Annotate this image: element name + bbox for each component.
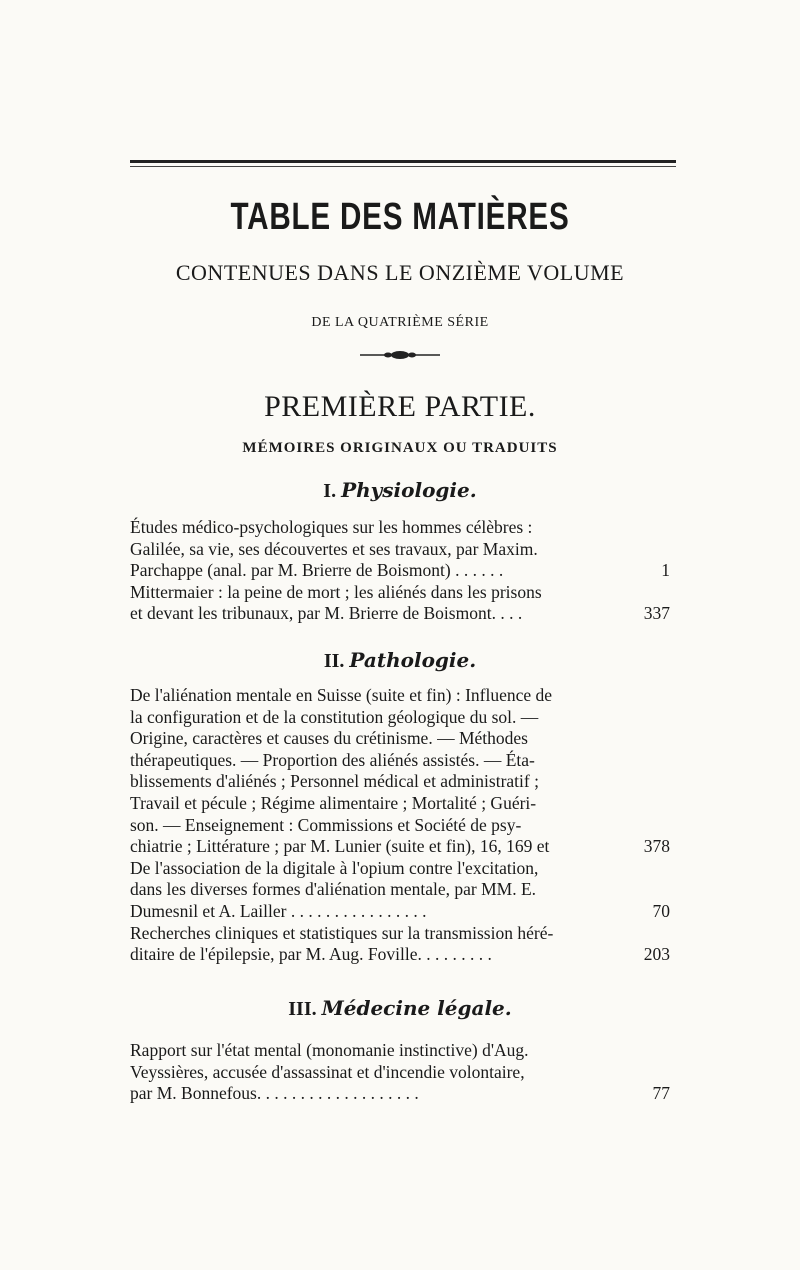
- ornament-icon: [360, 348, 440, 362]
- section-entries-physiologie: [130, 517, 670, 625]
- section-entries-pathologie: [130, 685, 670, 966]
- entry-line: Recherches cliniques et statistiques sur la transmission héré-: [130, 922, 554, 943]
- series-line: DE LA QUATRIÈME SÉRIE: [311, 315, 489, 330]
- toc-entry: [130, 923, 670, 966]
- section-name: Physiologie.: [341, 478, 477, 502]
- entry-line: son. — Enseignement : Commissions et Société de psy-: [130, 814, 522, 835]
- entry-line: Rapport sur l'état mental (monomanie instinctive) d'Aug.: [130, 1040, 529, 1060]
- page-title: TABLE DES MATIÈRES: [230, 196, 570, 238]
- volume-subtitle: CONTENUES DANS LE ONZIÈME VOLUME: [175, 260, 625, 285]
- entry-line: et devant les tribunaux, par M. Brierre de Boismont. . . .: [130, 603, 523, 624]
- entry-line: De l'aliénation mentale en Suisse (suite et fin) : Influence de: [130, 685, 553, 705]
- entry-line: Travail et pécule ; Régime alimentaire ; Mortalité ; Guéri-: [130, 792, 537, 813]
- entry-line: par M. Bonnefous. . . . . . . . . . . . . . . . . . .: [130, 1083, 419, 1104]
- top-rule: [130, 160, 676, 163]
- entry-line: la configuration et de la constitution géologique du sol. —: [130, 706, 539, 727]
- part-title: PREMIÈRE PARTIE.: [264, 390, 536, 423]
- toc-entry: [130, 582, 670, 625]
- entry-line: De l'association de la digitale à l'opium contre l'excitation,: [130, 857, 539, 878]
- section-heading-physiologie: [0, 478, 800, 503]
- entry-line: Origine, caractères et causes du crétinisme. — Méthodes: [130, 728, 528, 749]
- entry-line: Dumesnil et A. Lailler . . . . . . . . . . . . . . . .: [130, 900, 427, 921]
- part-subtitle: MÉMOIRES ORIGINAUX OU TRADUITS: [242, 440, 558, 456]
- ornament-divider: [0, 348, 800, 367]
- page-number: 70: [652, 900, 670, 921]
- entry-line: Mittermaier : la peine de mort ; les aliénés dans les prisons: [130, 581, 542, 602]
- toc-entry: [130, 685, 670, 858]
- section-number: III.: [288, 998, 317, 1020]
- entry-line: blissements d'aliénés ; Personnel médical et administratif ;: [130, 771, 539, 792]
- entry-line: Études médico-psychologiques sur les hommes célèbres :: [130, 517, 533, 537]
- entry-line: dans les diverses formes d'aliénation mentale, par MM. E.: [130, 879, 537, 900]
- entry-line: Veyssières, accusée d'assassinat et d'incendie volontaire,: [130, 1061, 525, 1082]
- section-heading-pathologie: [0, 648, 800, 673]
- section-name: Pathologie.: [349, 648, 477, 672]
- toc-entry: [130, 858, 670, 923]
- entry-line: thérapeutiques. — Proportion des aliénés assistés. — Éta-: [130, 749, 535, 770]
- toc-entry: [130, 517, 670, 582]
- entry-line: Parchappe (anal. par M. Brierre de Boismont) . . . . . .: [130, 560, 504, 581]
- section-number: II.: [323, 650, 345, 672]
- page-number: 203: [643, 944, 670, 965]
- entry-line: chiatrie ; Littérature ; par M. Lunier (suite et fin), 16, 169 et: [130, 836, 550, 857]
- top-rule-thin: [130, 166, 676, 167]
- section-number: I.: [323, 480, 337, 502]
- toc-entry: [130, 1040, 670, 1105]
- entry-line: Galilée, sa vie, ses découvertes et ses travaux, par Maxim.: [130, 538, 538, 559]
- section-entries-medecine-legale: [130, 1040, 670, 1105]
- page-number: 337: [643, 603, 670, 624]
- section-name: Médecine légale.: [321, 996, 512, 1020]
- page-number: 77: [652, 1083, 670, 1104]
- page-number: 378: [643, 836, 670, 857]
- page-number: 1: [661, 560, 670, 581]
- entry-line: ditaire de l'épilepsie, par M. Aug. Foville. . . . . . . . .: [130, 944, 492, 965]
- section-heading-medecine-legale: [0, 996, 800, 1021]
